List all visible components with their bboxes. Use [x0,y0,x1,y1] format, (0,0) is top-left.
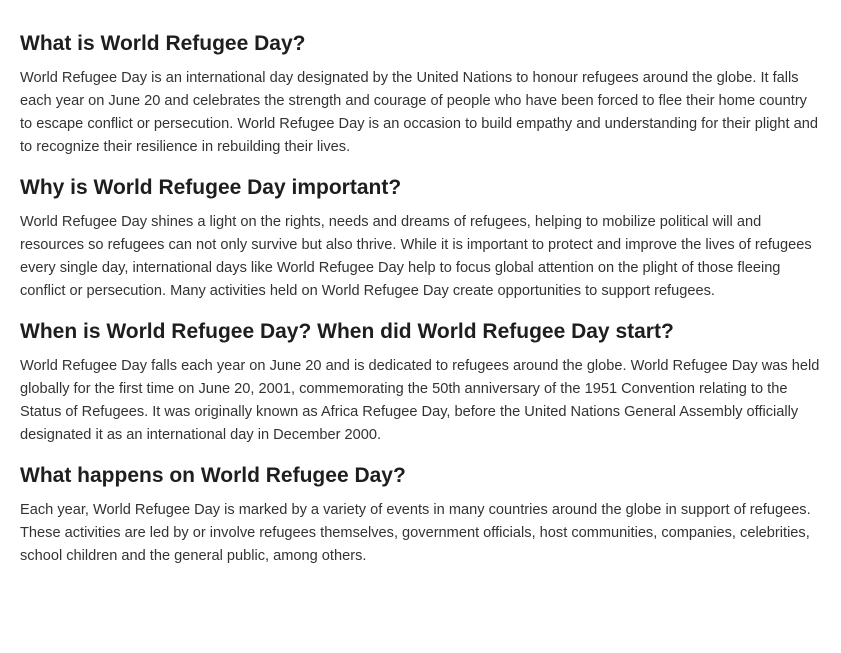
section-heading: Why is World Refugee Day important? [20,176,402,199]
section-body: Each year, World Refugee Day is marked by a variety of events in many countries around the globe in support of refugees. These activities are led by or involve refugees themselves, government officials, host communities, companies, celebrities, school children and the general public, among others. [20,502,811,564]
section-heading: When is World Refugee Day? When did World Refugee Day start? [20,320,674,343]
section-body: World Refugee Day shines a light on the rights, needs and dreams of refugees, helping to mobilize political will and resources so refugees can not only survive but also thrive. While it is important to protect and improve the lives of refugees every single day, international days like World Refugee Day help to focus global attention on the plight of those fleeing conflict or persecution. Many activities held on World Refugee Day create opportunities to support refugees. [20,214,812,299]
faq-section-what-happens [20,462,821,568]
section-body: World Refugee Day falls each year on June 20 and is dedicated to refugees around the globe. World Refugee Day was held globally for the first time on June 20, 2001, commemorating the 50th anniversary of the 1951 Convention relating to the Status of Refugees. It was originally known as Africa Refugee Day, before the United Nations General Assembly officially designated it as an international day in December 2000. [20,358,820,443]
section-heading: What is World Refugee Day? [20,32,306,55]
faq-section-why-important [20,174,821,303]
faq-section-what-is [20,30,821,159]
section-heading: What happens on World Refugee Day? [20,464,406,487]
section-body: World Refugee Day is an international day designated by the United Nations to honour refugees around the globe. It falls each year on June 20 and celebrates the strength and courage of people who have been forced to flee their home country to escape conflict or persecution. World Refugee Day is an occasion to build empathy and understanding for their plight and to recognize their resilience in rebuilding their lives. [20,70,818,155]
faq-section-when-start [20,318,821,447]
